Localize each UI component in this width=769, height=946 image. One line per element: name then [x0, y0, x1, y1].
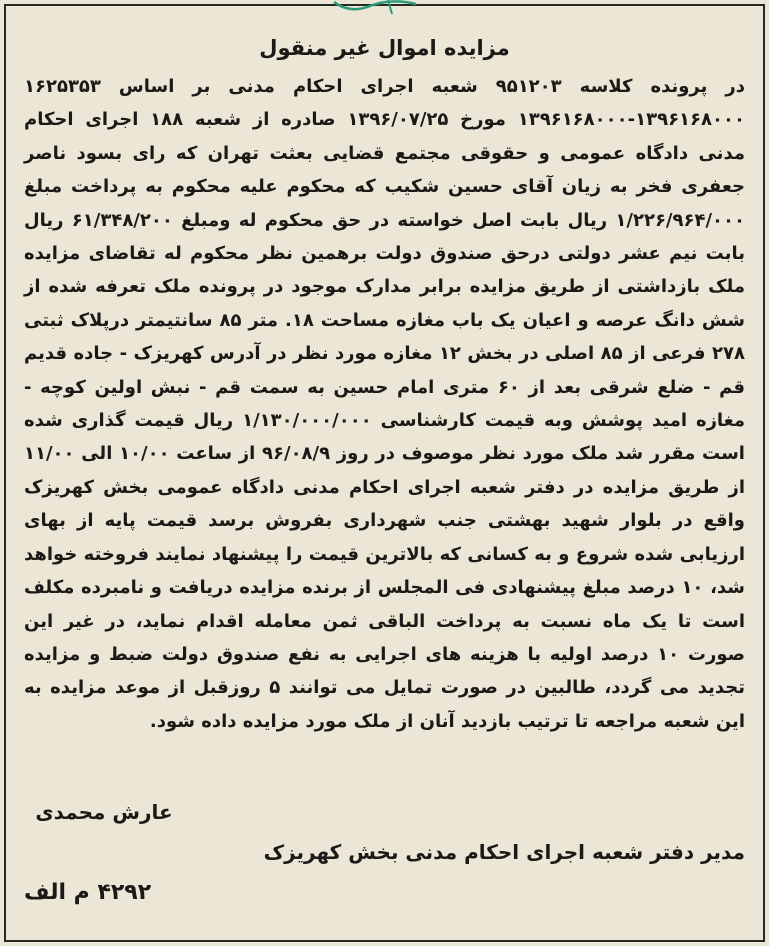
notice-body-paragraph: در پرونده کلاسه ۹۵۱۲۰۳ شعبه اجرای احکام مدنی بر اساس ۱۶۲۵۳۵۳ ۱۳۹۶۱۶۸۰۰۰-۱۳۹۶۱۶۸۰۰۰ مورخ ۱۳۹۶/۰۷/۲۵ صادره از شعبه ۱۸۸ اجرای احکام مدنی دادگاه عمومی و حقوقی مجتمع قضایی بعثت تهران که رای بسود ناصر جعفری فخر به زیان آقای حسین شکیب که محکوم علیه محکوم به پرداخت مبلغ ۱/۲۲۶/۹۶۴/۰۰۰ ریال بابت اصل خواسته در حق محکوم له ومبلغ ۶۱/۳۴۸/۲۰۰ ریال بابت نیم عشر دولتی درحق صندوق دولت برهمین نظر محکوم له تقاضای مزایده ملک بازداشتی از طریق مزایده برابر مدارک موجود در پرونده ملک تعرفه شده از شش دانگ عرصه و اعیان یک باب مغازه مساحت ۱۸. متر ۸۵ سانتیمتر درپلاک ثبتی ۲۷۸ فرعی از ۸۵ اصلی در بخش ۱۲ مغازه مورد نظر در آدرس کهریزک - جاده قدیم قم - ضلع شرقی بعد از ۶۰ متری امام حسین به سمت قم - نبش اولین کوچه - مغازه امید پوشش وبه قیمت کارشناسی ۱/۱۳۰/۰۰۰/۰۰۰ ریال قیمت گذاری شده است مقرر شد ملک مورد نظر موصوف در روز ۹۶/۰۸/۹ از ساعت ۱۰/۰۰ الی ۱۱/۰۰ از طریق مزایده در دفتر شعبه اجرای احکام مدنی دادگاه عمومی بخش کهریزک واقع در بلوار شهید بهشتی جنب شهرداری بفروش برسد قیمت پایه از بهای ارزیابی شده شروع و به کسانی که بالاترین قیمت را پیشنهاد نمایند فروخته خواهد شد، ۱۰ درصد مبلغ پیشنهادی فی المجلس از برنده مزایده دریافت و نامبرده مکلف است تا یک ماه نسبت به پرداخت الباقی ثمن معامله اقدام نماید، در غیر این صورت ۱۰ درصد اولیه با هزینه های اجرایی به نفع صندوق دولت ضبط و مزایده تجدید می گردد، طالبین در صورت تمایل می توانند ۵ روزقبل از موعد مزایده به این شعبه مراجعه تا ترتیب بازدید آنان از ملک مورد مزایده داده شود. — [24, 76, 746, 732]
reference-number: ۴۲۹۲ م الف — [24, 880, 152, 905]
signatory-title: مدیر دفتر شعبه اجرای احکام مدنی بخش کهریزک — [263, 840, 745, 864]
stamp-mark-icon — [330, 0, 420, 16]
signatory-name: عارش محمدی — [35, 800, 173, 824]
notice-title: مزایده اموال غیر منقول — [259, 36, 510, 60]
notice-body — [24, 70, 745, 738]
